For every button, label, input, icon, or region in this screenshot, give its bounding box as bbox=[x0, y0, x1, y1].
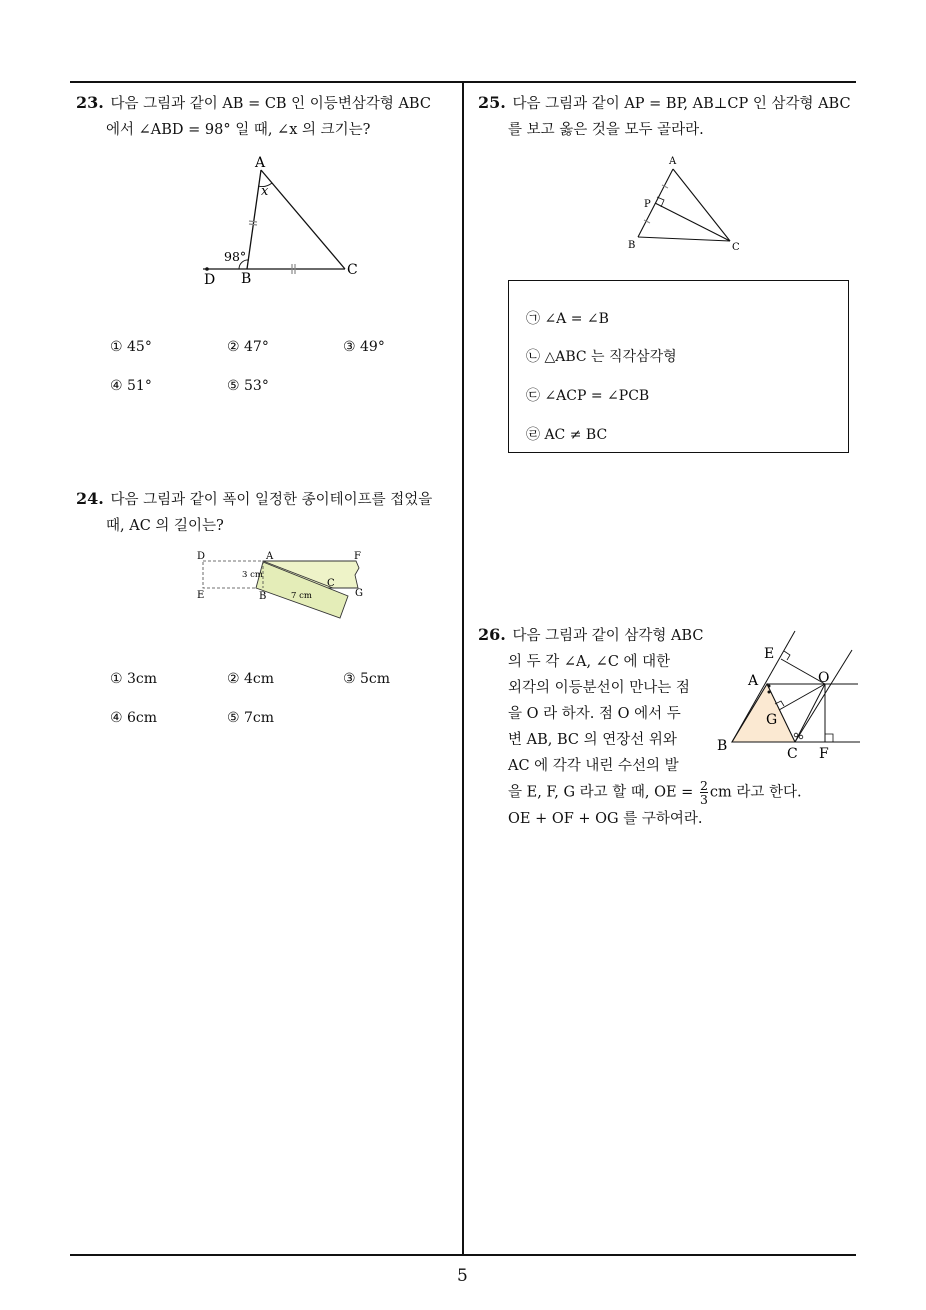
question-26-line4: 을 O 라 하자. 점 O 에서 두 bbox=[508, 706, 681, 722]
q23-label-D: D bbox=[204, 272, 216, 288]
question-25 bbox=[478, 90, 868, 143]
q25-label-C: C bbox=[732, 242, 740, 253]
q24-label-7cm: 7 cm bbox=[291, 591, 312, 601]
q26-label-G: G bbox=[766, 712, 778, 728]
q26-right-angle-F bbox=[825, 734, 833, 742]
q23-side-AC bbox=[261, 170, 345, 269]
question-25-line2: 를 보고 옳은 것을 모두 골라라. bbox=[508, 122, 704, 138]
q23-label-x: x bbox=[261, 184, 269, 199]
q25-segment-CP bbox=[655, 203, 730, 241]
q23-tick-AB bbox=[249, 224, 257, 225]
q24-label-B: B bbox=[259, 591, 267, 602]
q23-tick-AB-2 bbox=[249, 221, 257, 222]
question-23 bbox=[76, 90, 456, 143]
question-23-line2: 에서 ∠ABD = 98° 일 때, ∠x 의 크기는? bbox=[106, 122, 371, 138]
q26-label-O: O bbox=[818, 670, 830, 686]
q25-side-AC bbox=[673, 169, 730, 241]
q25-triangle-figure bbox=[622, 152, 752, 258]
q25-statement-1: ㉠ ∠A = ∠B bbox=[526, 311, 609, 327]
q26-label-F: F bbox=[819, 746, 829, 762]
q26-angle-dot-2 bbox=[768, 691, 771, 694]
q26-angle-circle-2 bbox=[799, 735, 803, 739]
q23-choice-5[interactable]: ⑤ 53° bbox=[227, 378, 269, 394]
question-26-number: 26. bbox=[478, 625, 506, 644]
question-26-line7 bbox=[478, 779, 868, 806]
q24-label-F: F bbox=[354, 551, 361, 562]
q26-excenter-figure bbox=[712, 626, 862, 766]
question-26-line8: OE + OF + OG 를 구하여라. bbox=[508, 811, 703, 827]
q24-label-3cm: 3 cm bbox=[242, 570, 263, 580]
q25-side-BC bbox=[638, 237, 730, 241]
q26-label-A: A bbox=[748, 673, 759, 689]
column-divider bbox=[462, 81, 464, 1256]
q23-choice-2[interactable]: ② 47° bbox=[227, 339, 269, 355]
q25-label-A: A bbox=[669, 156, 677, 167]
question-26-text-1: 다음 그림과 같이 삼각형 ABC bbox=[512, 628, 704, 644]
q25-statement-3: ㉢ ∠ACP = ∠PCB bbox=[526, 388, 650, 404]
q24-label-E: E bbox=[197, 590, 205, 601]
question-23-text-1: 다음 그림과 같이 AB = CB 인 이등변삼각형 ABC bbox=[110, 96, 431, 112]
question-24-line1 bbox=[76, 486, 461, 513]
question-26-line3: 외각의 이등분선이 만나는 점 bbox=[508, 680, 690, 696]
question-26-line5: 변 AB, BC 의 연장선 위와 bbox=[508, 732, 677, 748]
question-26-text-7a: 을 E, F, G 라고 할 때, OE = bbox=[508, 784, 694, 801]
q23-label-A: A bbox=[255, 155, 266, 171]
q24-label-A: A bbox=[266, 551, 274, 562]
q23-choice-4[interactable]: ④ 51° bbox=[110, 378, 152, 394]
q24-paper-tape-figure bbox=[193, 548, 373, 628]
q24-label-C: C bbox=[327, 578, 335, 589]
q25-label-P: P bbox=[644, 199, 651, 210]
q24-choice-5[interactable]: ⑤ 7cm bbox=[227, 710, 275, 726]
q26-fraction-two-thirds bbox=[700, 779, 708, 806]
q24-choice-3[interactable]: ③ 5cm bbox=[343, 671, 391, 687]
q23-choice-1[interactable]: ① 45° bbox=[110, 339, 152, 355]
q26-label-E: E bbox=[764, 646, 775, 662]
q23-choice-3[interactable]: ③ 49° bbox=[343, 339, 385, 355]
q23-label-98: 98° bbox=[224, 249, 247, 264]
question-24-line2: 때, AC 의 길이는? bbox=[106, 518, 224, 534]
q24-choice-2[interactable]: ② 4cm bbox=[227, 671, 275, 687]
q24-choice-4[interactable]: ④ 6cm bbox=[110, 710, 158, 726]
q23-label-B: B bbox=[241, 271, 252, 287]
question-25-line1 bbox=[478, 90, 868, 117]
q24-choice-1[interactable]: ① 3cm bbox=[110, 671, 158, 687]
q26-label-C: C bbox=[787, 746, 798, 762]
q26-triangle-ABC bbox=[732, 684, 795, 742]
q26-right-angle-E bbox=[784, 651, 790, 660]
question-26-line2: 의 두 각 ∠A, ∠C 에 대한 bbox=[508, 654, 671, 670]
q24-label-G: G bbox=[355, 588, 363, 599]
page-number: 5 bbox=[457, 1266, 468, 1286]
q24-label-D: D bbox=[197, 551, 206, 562]
question-25-text-1: 다음 그림과 같이 AP = BP, AB⊥CP 인 삼각형 ABC bbox=[512, 96, 851, 112]
question-23-line1 bbox=[76, 90, 456, 117]
question-26-line6: AC 에 각각 내린 수선의 발 bbox=[508, 758, 679, 774]
q25-statement-4: ㉣ AC ≠ BC bbox=[526, 427, 608, 443]
q25-label-B: B bbox=[628, 240, 636, 251]
q26-angle-circle-1 bbox=[794, 733, 798, 737]
question-24-number: 24. bbox=[76, 489, 104, 508]
question-24-text-1: 다음 그림과 같이 폭이 일정한 종이테이프를 접었을 bbox=[110, 492, 433, 508]
q23-triangle-figure bbox=[195, 150, 375, 295]
q25-statement-2: ㉡ △ABC 는 직각삼각형 bbox=[526, 349, 677, 365]
q26-fraction-denominator: 3 bbox=[699, 792, 708, 807]
q26-label-B: B bbox=[717, 738, 728, 754]
question-25-number: 25. bbox=[478, 93, 506, 112]
q23-side-AB bbox=[247, 170, 261, 269]
q23-point-D bbox=[205, 267, 209, 271]
question-24 bbox=[76, 486, 461, 539]
question-26-text-7b: cm 라고 한다. bbox=[709, 784, 802, 801]
q26-angle-dot-1 bbox=[768, 685, 771, 688]
question-23-number: 23. bbox=[76, 93, 104, 112]
q23-label-C: C bbox=[347, 262, 358, 278]
q26-fraction-numerator: 2 bbox=[699, 778, 708, 793]
